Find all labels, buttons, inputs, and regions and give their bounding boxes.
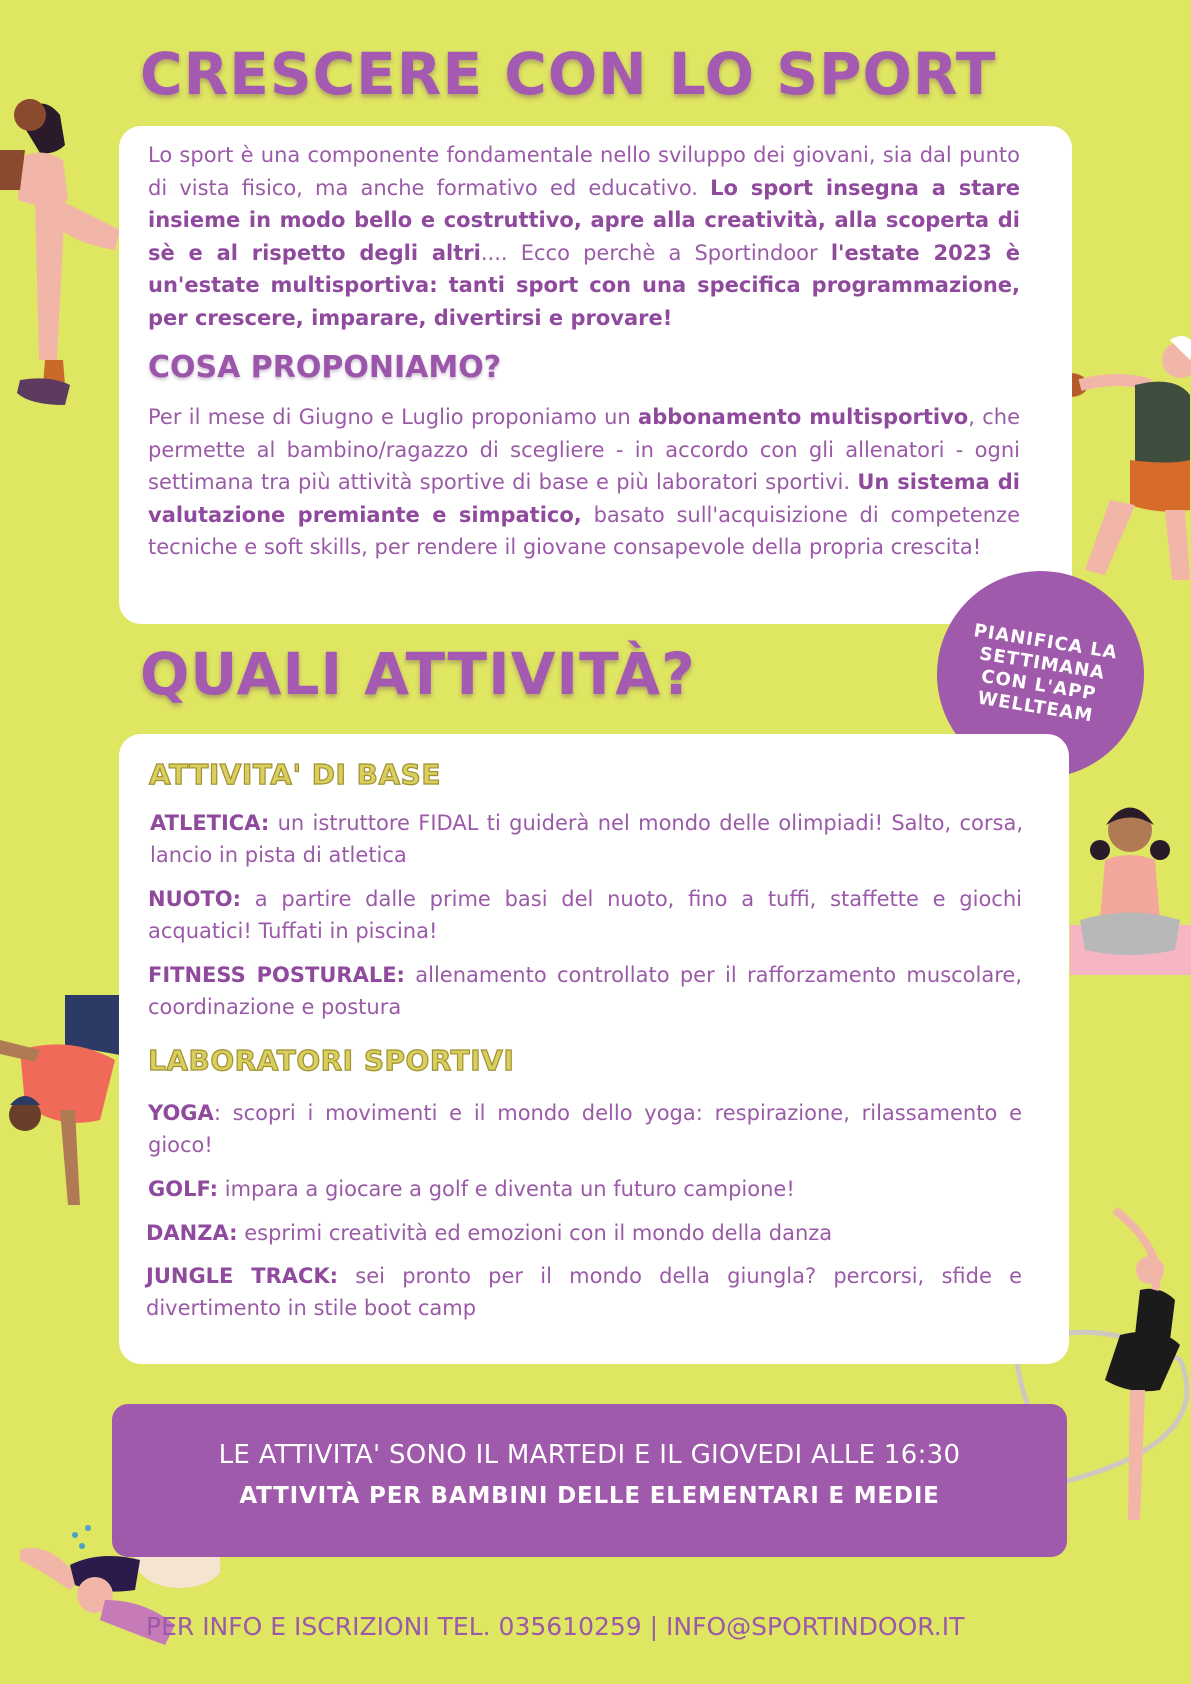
lab-description: esprimi creatività ed emozioni con il mondo della danza xyxy=(237,1221,833,1245)
activity-description: allenamento controllato per il rafforzamento muscolare, coordinazione e postura xyxy=(148,963,1022,1019)
proposal-text-part: Per il mese di Giugno e Luglio proponiamo un xyxy=(148,405,639,429)
intro-text-highlight: l'estate 2023 è un'estate multisportiva: tanti sport con una specifica programmazione, per crescere, imparare, divertirsi e provare! xyxy=(148,240,1020,330)
audience-text: ATTIVITÀ PER BAMBINI DELLE ELEMENTARI E MEDIE xyxy=(239,1483,940,1509)
lab-item-golf xyxy=(148,1173,1022,1205)
activities-card xyxy=(119,734,1069,1364)
breakdancer-illustration xyxy=(0,990,125,1220)
lab-description: impara a giocare a golf e diventa un futuro campione! xyxy=(218,1177,795,1201)
proposal-paragraph xyxy=(148,401,1020,564)
activity-label: ATLETICA: xyxy=(150,811,270,835)
activity-item-fitness xyxy=(148,959,1022,1023)
main-title: CRESCERE CON LO SPORT xyxy=(140,40,997,108)
lab-label: DANZA: xyxy=(146,1221,238,1245)
proposal-text-part: , che permette al bambino/ragazzo di scegliere - in accordo con gli allenatori - ogni settimana tra più attività sportive di base e più laboratori sportivi. xyxy=(148,405,1020,494)
intro-text-part: .... Ecco perchè a Sportindoor xyxy=(480,240,831,265)
activity-description: un istruttore FIDAL ti guiderà nel mondo delle olimpiadi! Salto, corsa, lancio in pista di atletica xyxy=(150,811,1023,867)
intro-card xyxy=(119,126,1072,624)
lab-description: sei pronto per il mondo della giungla? percorsi, sfide e divertimento in stile boot camp xyxy=(146,1264,1023,1320)
activity-item-atletica xyxy=(150,807,1023,871)
activity-description: a partire dalle prime basi del nuoto, fino a tuffi, staffette e giochi acquatici! Tuffati in piscina! xyxy=(148,887,1022,943)
schedule-text: LE ATTIVITA' SONO IL MARTEDI E IL GIOVEDI ALLE 16:30 xyxy=(218,1440,961,1470)
activity-item-nuoto xyxy=(148,883,1022,947)
proposal-text-highlight: abbonamento multisportivo xyxy=(638,405,969,429)
lab-label: JUNGLE TRACK: xyxy=(146,1264,339,1288)
schedule-banner xyxy=(112,1404,1067,1557)
activity-label: NUOTO: xyxy=(148,887,242,911)
intro-text-part: Lo sport è una componente fondamentale nello sviluppo dei giovani, sia dal punto di vista fisico, ma anche formativo ed educativo. xyxy=(148,143,1020,200)
lab-description: : scopri i movimenti e il mondo dello yoga: respirazione, rilassamento e gioco! xyxy=(148,1101,1022,1157)
meditating-girl-illustration xyxy=(1070,800,1191,980)
lab-item-jungle-track xyxy=(146,1260,1022,1324)
badge-text: PIANIFICA LA SETTIMANA CON L'APP WELLTEAM xyxy=(972,619,1120,727)
runner-woman-illustration xyxy=(0,80,125,440)
labs-heading: LABORATORI SPORTIVI xyxy=(148,1044,515,1077)
lab-label: YOGA xyxy=(148,1101,214,1125)
lab-item-yoga xyxy=(148,1097,1022,1161)
activities-title: QUALI ATTIVITÀ? xyxy=(140,640,696,708)
intro-paragraph xyxy=(148,139,1020,334)
lab-item-danza xyxy=(146,1217,1020,1249)
proposal-text-highlight: Un sistema di valutazione premiante e simpatico, xyxy=(148,470,1020,527)
lab-label: GOLF: xyxy=(148,1177,219,1201)
activity-label: FITNESS POSTURALE: xyxy=(148,963,405,987)
contact-footer: PER INFO E ISCRIZIONI TEL. 035610259 | INFO@SPORTINDOOR.IT xyxy=(146,1612,965,1641)
proposal-text-part: basato sull'acquisizione di competenze tecniche e soft skills, per rendere il giovane consapevole della propria crescita! xyxy=(148,502,1020,559)
base-activities-heading: ATTIVITA' DI BASE xyxy=(149,758,441,791)
section-heading-proposals: COSA PROPONIAMO? xyxy=(148,350,502,385)
intro-text-highlight: Lo sport insegna a stare insieme in modo bello e costruttivo, apre alla creatività, alla scoperta di sè e al rispetto degli altri xyxy=(148,175,1020,265)
